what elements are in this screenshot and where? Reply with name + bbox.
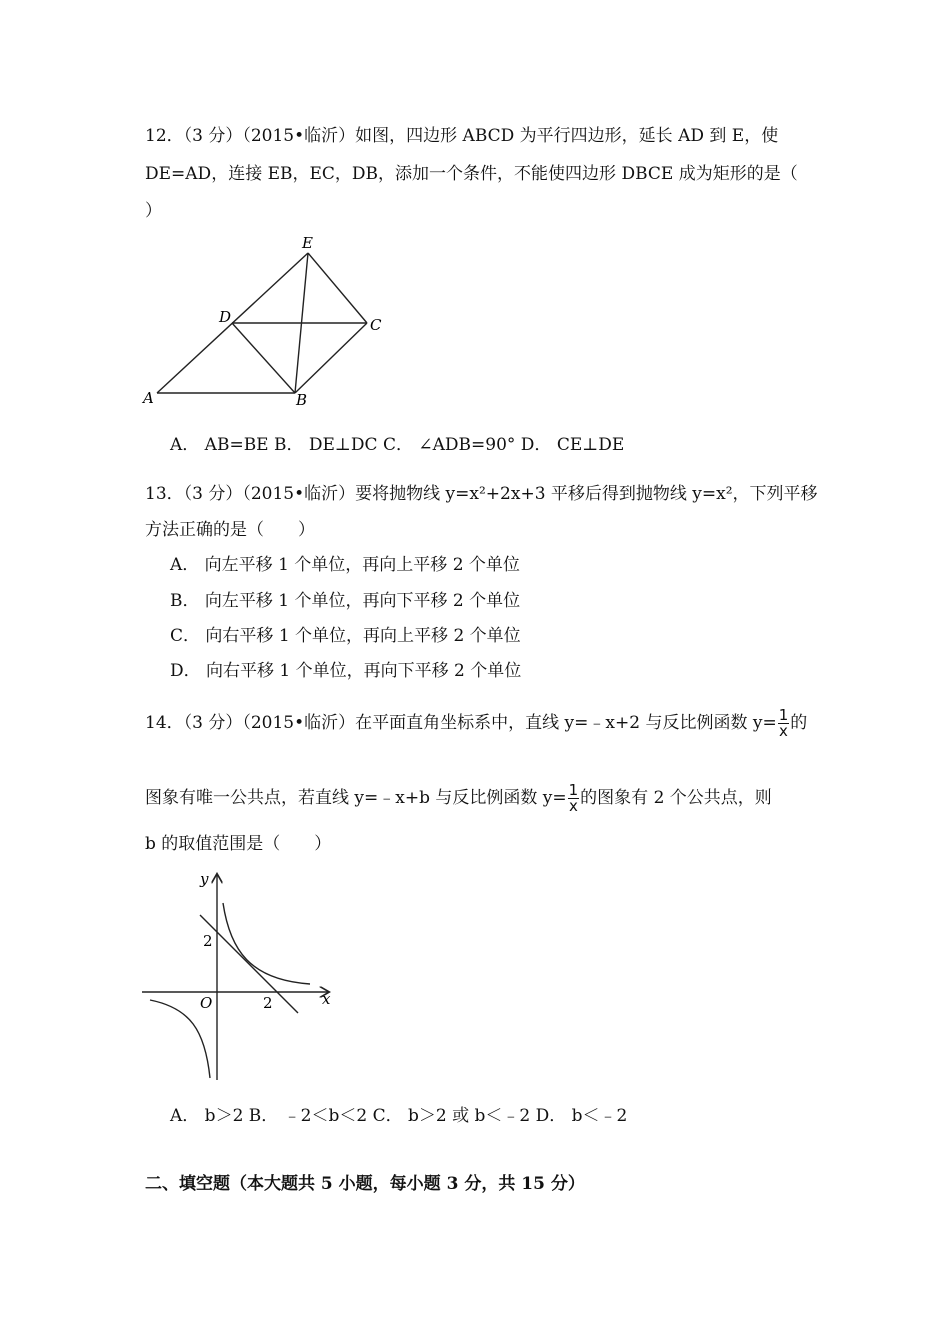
fraction-denominator: x xyxy=(568,797,578,815)
q14-line3: b 的取值范围是（ ） xyxy=(145,834,332,854)
fraction-1-over-x xyxy=(568,783,580,814)
origin-label: O xyxy=(200,994,213,1012)
label-D: D xyxy=(219,308,232,326)
tick-label-x-2: 2 xyxy=(263,994,273,1012)
segment-CB xyxy=(295,323,367,393)
fraction-numerator: 1 xyxy=(778,706,789,724)
label-A: A xyxy=(143,389,154,407)
q12-line2: DE=AD，连接 EB，EC，DB，添加一个条件，不能使四边形 DBCE 成为矩形的是（ xyxy=(145,164,798,184)
q14-line1 xyxy=(145,708,807,739)
line-y-minus-x-plus-2 xyxy=(200,915,298,1013)
label-E: E xyxy=(302,234,313,252)
tick-label-y-2: 2 xyxy=(203,932,213,950)
q12-options: A． AB=BE B． DE⊥DC C． ∠ADB=90° D． CE⊥DE xyxy=(170,435,625,455)
q13-option-d: D． 向右平移 1 个单位，再向下平移 2 个单位 xyxy=(170,661,522,681)
q13-line2: 方法正确的是（ ） xyxy=(145,520,315,540)
hyperbola-branch-q1 xyxy=(223,903,310,984)
q14-graph-figure xyxy=(140,870,340,1085)
axis-label-y: y xyxy=(200,870,209,888)
q14-line1-tail: 的 xyxy=(790,713,808,733)
q12-line1: 12．（3 分）（2015•临沂）如图，四边形 ABCD 为平行四边形，延长 AD 到 E，使 xyxy=(145,126,779,146)
q14-options: A． b＞2 B． ﹣2＜b＜2 C． b＞2 或 b＜﹣2 D． b＜﹣2 xyxy=(170,1106,628,1126)
segment-EC xyxy=(308,253,367,323)
q13-line1: 13．（3 分）（2015•临沂）要将抛物线 y=x²+2x+3 平移后得到抛物线 y=x²，下列平移 xyxy=(145,484,818,504)
q13-option-a: A． 向左平移 1 个单位，再向上平移 2 个单位 xyxy=(170,555,520,575)
axis-label-x: x xyxy=(322,990,331,1008)
q13-option-c: C． 向右平移 1 个单位，再向上平移 2 个单位 xyxy=(170,626,521,646)
q13-option-b: B． 向左平移 1 个单位，再向下平移 2 个单位 xyxy=(170,591,521,611)
q12-line3: ） xyxy=(145,201,162,221)
section2-heading: 二、填空题（本大题共 5 小题，每小题 3 分，共 15 分） xyxy=(145,1174,585,1194)
q14-line2 xyxy=(145,783,772,814)
fraction-numerator: 1 xyxy=(568,781,579,799)
fraction-1-over-x xyxy=(778,708,790,739)
fraction-denominator: x xyxy=(779,722,788,740)
label-B: B xyxy=(296,391,308,409)
q14-line2-text: 图象有唯一公共点，若直线 y=﹣x+b 与反比例函数 y= xyxy=(145,788,567,808)
segment-DB xyxy=(232,323,295,393)
label-C: C xyxy=(370,316,382,334)
q14-line1-text: 14．（3 分）（2015•临沂）在平面直角坐标系中，直线 y=﹣x+2 与反比例函数 y= xyxy=(145,713,777,733)
q12-parallelogram-figure xyxy=(135,230,395,415)
q14-line2-tail: 的图象有 2 个公共点，则 xyxy=(580,788,772,808)
